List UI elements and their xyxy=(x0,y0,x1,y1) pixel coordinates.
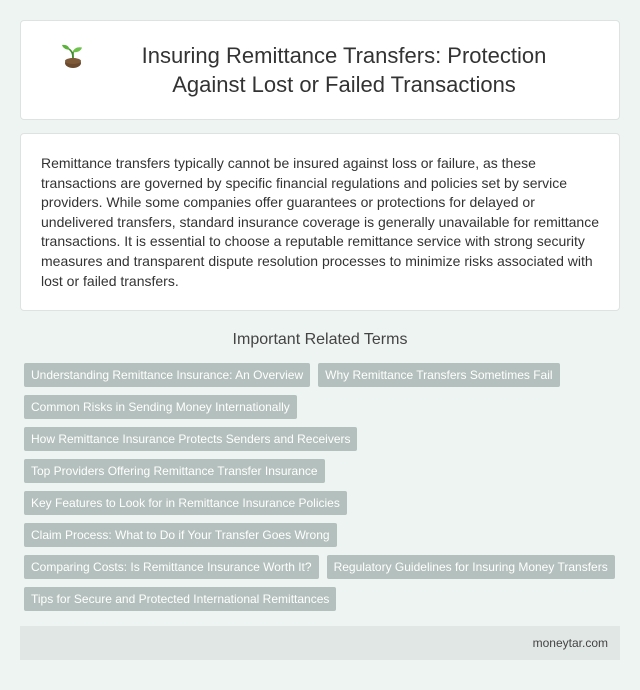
related-terms-heading: Important Related Terms xyxy=(232,331,408,348)
tag-link[interactable]: Common Risks in Sending Money Internationally xyxy=(24,395,297,419)
tag-link[interactable]: Regulatory Guidelines for Insuring Money Transfers xyxy=(327,555,615,579)
tag-link[interactable]: Key Features to Look for in Remittance Insurance Policies xyxy=(24,491,347,515)
footer xyxy=(20,626,620,660)
title-card xyxy=(20,20,620,120)
tag-link[interactable]: Understanding Remittance Insurance: An Overview xyxy=(24,363,310,387)
tag-link[interactable]: Comparing Costs: Is Remittance Insurance Worth It? xyxy=(24,555,319,579)
tag-link[interactable]: Claim Process: What to Do if Your Transfer Goes Wrong xyxy=(24,523,337,547)
page-title: Insuring Remittance Transfers: Protection Against Lost or Failed Transactions xyxy=(141,43,547,97)
footer-site-link[interactable]: moneytar.com xyxy=(532,636,608,650)
title-wrap xyxy=(60,41,580,99)
tag-link[interactable]: Why Remittance Transfers Sometimes Fail xyxy=(318,363,559,387)
summary-text: Remittance transfers typically cannot be insured against loss or failure, as these transactions are governed by specific financial regulations and policies set by service providers. While some companies offer guarantees or protections for delayed or undelivered transfers, standard insurance coverage is generally unavailable for remittance transactions. It is essential to choose a reputable remittance service with strong security measures and transparent dispute resolution processes to minimize risks associated with lost or failed transfers. xyxy=(41,155,599,289)
sprout-icon xyxy=(60,43,86,69)
summary-card xyxy=(20,133,620,311)
tag-link[interactable]: How Remittance Insurance Protects Senders and Receivers xyxy=(24,427,357,451)
tag-link[interactable]: Tips for Secure and Protected International Remittances xyxy=(24,587,336,611)
related-tags xyxy=(24,363,624,611)
tag-link[interactable]: Top Providers Offering Remittance Transfer Insurance xyxy=(24,459,325,483)
